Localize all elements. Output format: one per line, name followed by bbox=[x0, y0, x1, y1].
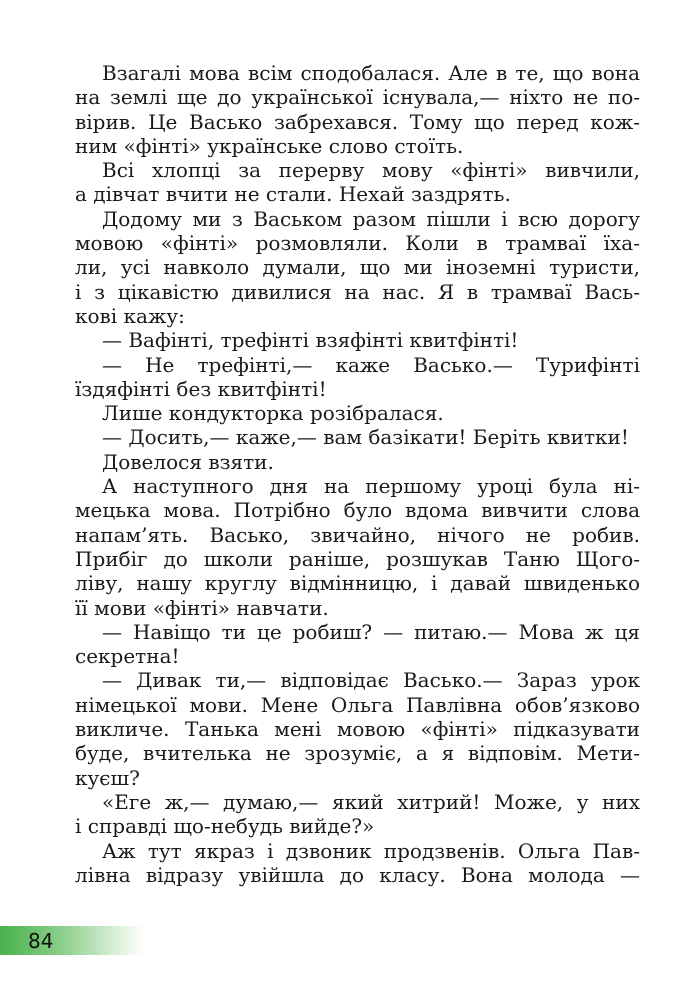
paragraph bbox=[75, 207, 640, 328]
text-line: ліву, нашу круглу відмінницю, і давай швиденько bbox=[75, 571, 640, 596]
text-line: буде, вчителька не зрозуміє, а я відповім. Мети- bbox=[75, 741, 640, 766]
text-line: Лише кондукторка розібралася. bbox=[102, 401, 444, 426]
page-text bbox=[75, 61, 640, 887]
paragraph bbox=[75, 61, 640, 158]
text-line: мецька мова. Потрібно було вдома вивчити слова bbox=[75, 498, 640, 523]
text-line: ли, усі навколо думали, що ми іноземні туристи, bbox=[75, 255, 640, 280]
text-line: Прибіг до школи раніше, розшукав Таню Щого- bbox=[75, 546, 640, 571]
text-line: ним «фінті» українське слово стоїть. bbox=[75, 133, 464, 158]
text-line: і з цікавістю дивилися на нас. Я в трамваї Вась- bbox=[75, 279, 640, 304]
paragraph bbox=[75, 620, 640, 669]
text-line: кові кажу: bbox=[75, 303, 185, 328]
paragraph bbox=[75, 450, 640, 474]
text-line: — Досить,— каже,— вам базікати! Беріть квитки! bbox=[102, 425, 629, 450]
text-line: — Дивак ти,— відповідає Васько.— Зараз урок bbox=[102, 668, 640, 693]
text-line: лівна відразу увійшла до класу. Вона молода — bbox=[75, 862, 640, 887]
text-line: куєш? bbox=[75, 765, 140, 790]
text-line: Довелося взяти. bbox=[102, 449, 274, 474]
paragraph bbox=[75, 839, 640, 888]
page-number-bar bbox=[0, 926, 145, 955]
paragraph bbox=[75, 328, 640, 352]
text-line: «Еге ж,— думаю,— який хитрий! Може, у них bbox=[102, 789, 640, 814]
text-line: викличе. Танька мені мовою «фінті» підказувати bbox=[75, 717, 640, 742]
text-line: напам’ять. Васько, звичайно, нічого не робив. bbox=[75, 522, 640, 547]
page-number: 84 bbox=[28, 929, 54, 953]
text-line: на землі ще до української існувала,— ніхто не по- bbox=[75, 85, 640, 110]
paragraph bbox=[75, 425, 640, 449]
text-line: і справді що-небудь вийде?» bbox=[75, 814, 375, 839]
paragraph bbox=[75, 353, 640, 402]
text-line: мовою «фінті» розмовляли. Коли в трамваї їха- bbox=[75, 231, 640, 256]
text-line: вірив. Це Васько забрехався. Тому що перед кож- bbox=[75, 109, 640, 134]
text-line: німецької мови. Мене Ольга Павлівна обов’язково bbox=[75, 692, 640, 717]
paragraph bbox=[75, 668, 640, 789]
text-line: А наступного дня на першому уроці була ні- bbox=[102, 474, 640, 499]
text-line: — Навіщо ти це робиш? — питаю.— Мова ж ця bbox=[102, 619, 640, 644]
text-line: Додому ми з Васьком разом пішли і всю дорогу bbox=[102, 206, 640, 231]
text-line: секретна! bbox=[75, 644, 180, 669]
paragraph bbox=[75, 158, 640, 207]
text-line: Аж тут якраз і дзвоник продзвенів. Ольга Пав- bbox=[102, 838, 640, 863]
text-line: — Не трефінті,— каже Васько.— Турифінті bbox=[102, 352, 640, 377]
text-line: а дівчат вчити не стали. Нехай заздрять. bbox=[75, 182, 511, 207]
text-line: Взагалі мова всім сподобалася. Але в те, що вона bbox=[102, 61, 640, 85]
text-line: її мови «фінті» навчати. bbox=[75, 595, 329, 620]
paragraph bbox=[75, 474, 640, 620]
paragraph bbox=[75, 790, 640, 839]
text-line: Всі хлопці за перерву мову «фінті» вивчили, bbox=[102, 158, 640, 183]
paragraph bbox=[75, 401, 640, 425]
text-line: їздяфінті без квитфінті! bbox=[75, 376, 327, 401]
text-line: — Вафінті, трефінті взяфінті квитфінті! bbox=[102, 328, 519, 353]
